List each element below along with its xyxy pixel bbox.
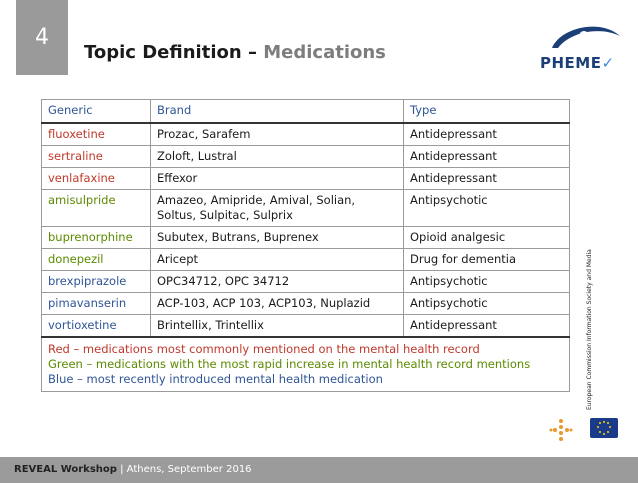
type-cell: Antidepressant <box>404 123 570 146</box>
type-cell: Antidepressant <box>404 146 570 168</box>
table-row <box>42 227 570 249</box>
header-brand: Brand <box>151 100 404 124</box>
type-cell: Antidepressant <box>404 168 570 190</box>
ec-label: European Commission Information Society and Media <box>586 249 593 410</box>
dots-logo-icon <box>548 418 574 444</box>
footer-bar <box>0 457 638 483</box>
type-cell: Antipsychotic <box>404 293 570 315</box>
pheme-logo <box>540 18 626 78</box>
generic-cell: sertraline <box>42 146 151 168</box>
logo-wordmark: PHEME <box>540 54 602 72</box>
generic-cell: buprenorphine <box>42 227 151 249</box>
type-cell: Antipsychotic <box>404 271 570 293</box>
header-type: Type <box>404 100 570 124</box>
legend-cell <box>42 337 570 392</box>
logo-text <box>540 54 615 72</box>
brand-cell: ACP-103, ACP 103, ACP103, Nuplazid <box>151 293 404 315</box>
type-cell: Antidepressant <box>404 315 570 338</box>
generic-cell: amisulpride <box>42 190 151 227</box>
table-row <box>42 271 570 293</box>
table-row <box>42 123 570 146</box>
table-row <box>42 146 570 168</box>
brand-cell: Effexor <box>151 168 404 190</box>
footer-location: Athens, September 2016 <box>126 464 252 475</box>
brand-cell: Brintellix, Trintellix <box>151 315 404 338</box>
legend-red: Red – medications most commonly mentioned on the mental health record <box>48 342 480 356</box>
table-row <box>42 315 570 338</box>
header-generic: Generic <box>42 100 151 124</box>
generic-cell: vortioxetine <box>42 315 151 338</box>
table-row <box>42 168 570 190</box>
title-subtitle: Medications <box>263 42 386 63</box>
generic-cell: fluoxetine <box>42 123 151 146</box>
page-title <box>84 42 386 63</box>
type-cell: Drug for dementia <box>404 249 570 271</box>
brand-cell: Prozac, Sarafem <box>151 123 404 146</box>
generic-cell: venlafaxine <box>42 168 151 190</box>
footer-event: REVEAL Workshop <box>14 464 117 475</box>
brand-cell: Aricept <box>151 249 404 271</box>
footer-text <box>14 464 252 475</box>
title-dash: – <box>241 42 264 63</box>
title-main: Topic Definition <box>84 42 242 63</box>
type-cell: Opioid analgesic <box>404 227 570 249</box>
table-row <box>42 190 570 227</box>
brand-cell: OPC34712, OPC 34712 <box>151 271 404 293</box>
footer-separator: | <box>116 464 127 475</box>
medications-table <box>41 99 570 392</box>
table-row <box>42 249 570 271</box>
generic-cell: brexpiprazole <box>42 271 151 293</box>
logo-check-icon: ✓ <box>601 54 615 72</box>
brand-cell: Amazeo, Amipride, Amival, Solian, Soltus, Sulpitac, Sulprix <box>151 190 404 227</box>
brand-cell: Zoloft, Lustral <box>151 146 404 168</box>
eu-flag-icon <box>590 418 618 438</box>
legend-blue: Blue – most recently introduced mental health medication <box>48 372 383 386</box>
generic-cell: pimavanserin <box>42 293 151 315</box>
legend-row <box>42 337 570 392</box>
swimmer-icon <box>540 18 626 54</box>
generic-cell: donepezil <box>42 249 151 271</box>
slide-number: 4 <box>16 0 68 75</box>
brand-cell: Subutex, Butrans, Buprenex <box>151 227 404 249</box>
type-cell: Antipsychotic <box>404 190 570 227</box>
legend-green: Green – medications with the most rapid increase in mental health record mentions <box>48 357 531 371</box>
table-row <box>42 293 570 315</box>
